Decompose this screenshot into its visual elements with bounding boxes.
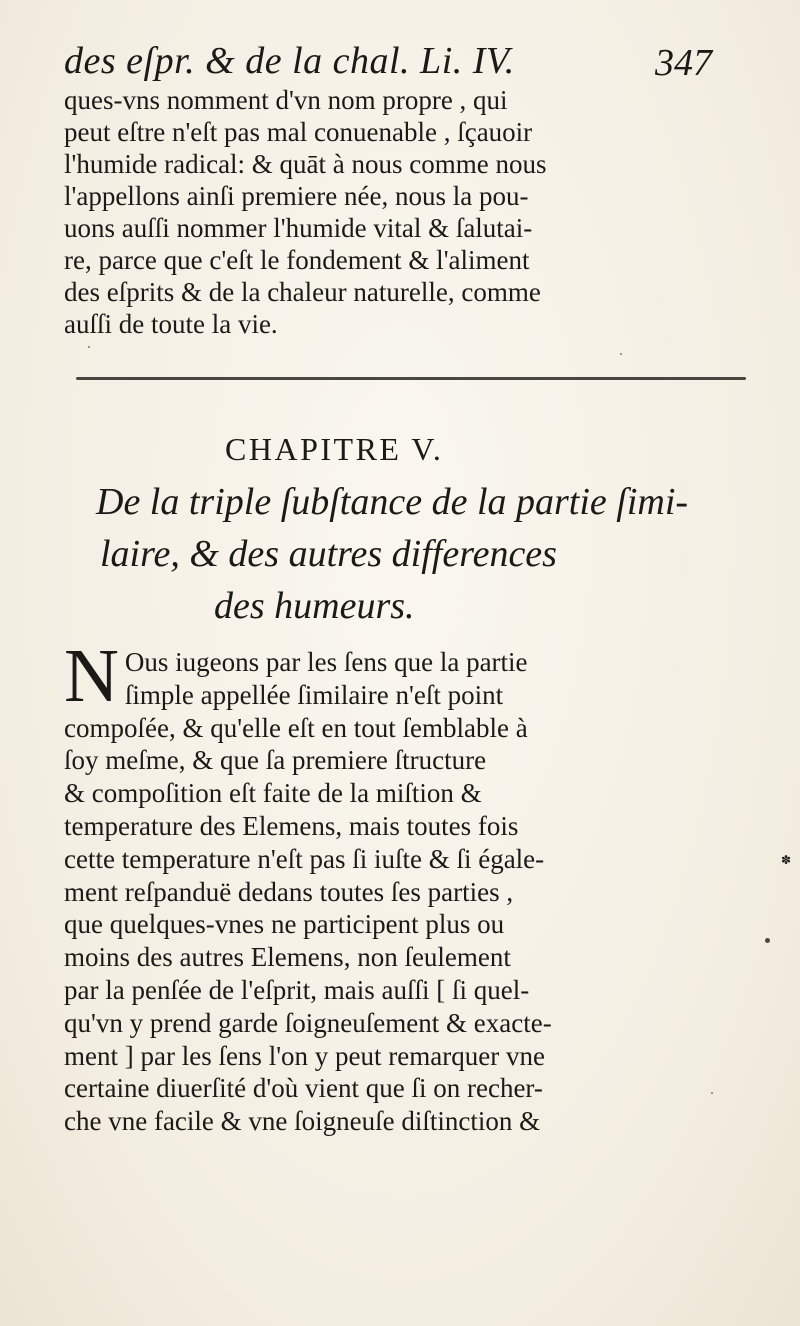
text-line: che vne facile & vne ſoigneuſe diſtinction & [64, 1106, 541, 1137]
paper-speck [711, 1092, 713, 1094]
chapter-paragraph [64, 634, 784, 1138]
text-line: par la penſée de l'eſprit, mais auſſi [ ſi quel- [64, 974, 530, 1005]
page-header [64, 34, 714, 88]
chapter-title-line: laire, & des autres differences [100, 533, 557, 575]
text-line: ſimple appellée ſimilaire n'eſt point [124, 679, 504, 710]
text-line: peut eſtre n'eſt pas mal conuenable , ſçauoir [64, 117, 533, 147]
text-line: certaine diuerſité d'où vient que ſi on recher- [64, 1073, 543, 1104]
chapter-title-line: De la triple ſubſtance de la partie ſimi- [96, 481, 689, 523]
running-head: des eſpr. & de la chal. Li. IV. [64, 40, 515, 82]
text-line: ment ] par les ſens l'on y peut remarquer vne [64, 1040, 545, 1071]
text-line: l'humide radical: & quāt à nous comme nous [64, 149, 547, 179]
chapter-title [96, 476, 706, 632]
page-number: 347 [655, 42, 712, 84]
text-line: qu'vn y prend garde ſoigneuſement & exacte- [64, 1007, 552, 1038]
text-line: uons auſſi nommer l'humide vital & ſalutai- [64, 213, 533, 243]
text-line: & compoſition eſt faite de la miſtion & [64, 778, 482, 809]
paper-speck [620, 353, 622, 355]
margin-asterisk-icon: ✽ [781, 853, 792, 867]
text-line: ſoy meſme, & que ſa premiere ſtructure [64, 745, 487, 776]
margin-dot [765, 938, 770, 943]
text-line: ques-vns nomment d'vn nom propre , qui [64, 85, 508, 115]
drop-cap: N [64, 634, 119, 718]
section-divider [76, 377, 746, 380]
text-line: que quelques-vnes ne participent plus ou [64, 909, 505, 940]
text-line: l'appellons ainſi premiere née, nous la pou- [64, 181, 529, 211]
text-line: Ous iugeons par les ſens que la partie [124, 647, 528, 677]
text-line: compoſée, & qu'elle eſt en tout ſemblable à [64, 712, 528, 743]
text-line: temperature des Elemens, mais toutes fois [64, 810, 519, 841]
text-line: auſſi de toute la vie. [64, 309, 278, 339]
text-line: re, parce que c'eſt le fondement & l'aliment [64, 245, 530, 275]
continued-text [64, 84, 784, 340]
text-line: cette temperature n'eſt pas ſi iuſte & ſi égale- [64, 843, 545, 874]
chapter-heading: CHAPITRE V. [225, 431, 444, 467]
text-line: moins des autres Elemens, non ſeulement [64, 942, 511, 973]
chapter-title-line: des humeurs. [214, 585, 415, 627]
text-line: des eſprits & de la chaleur naturelle, comme [64, 277, 541, 307]
text-line: ment reſpanduë dedans toutes ſes parties , [64, 876, 514, 907]
paper-speck [88, 346, 90, 348]
